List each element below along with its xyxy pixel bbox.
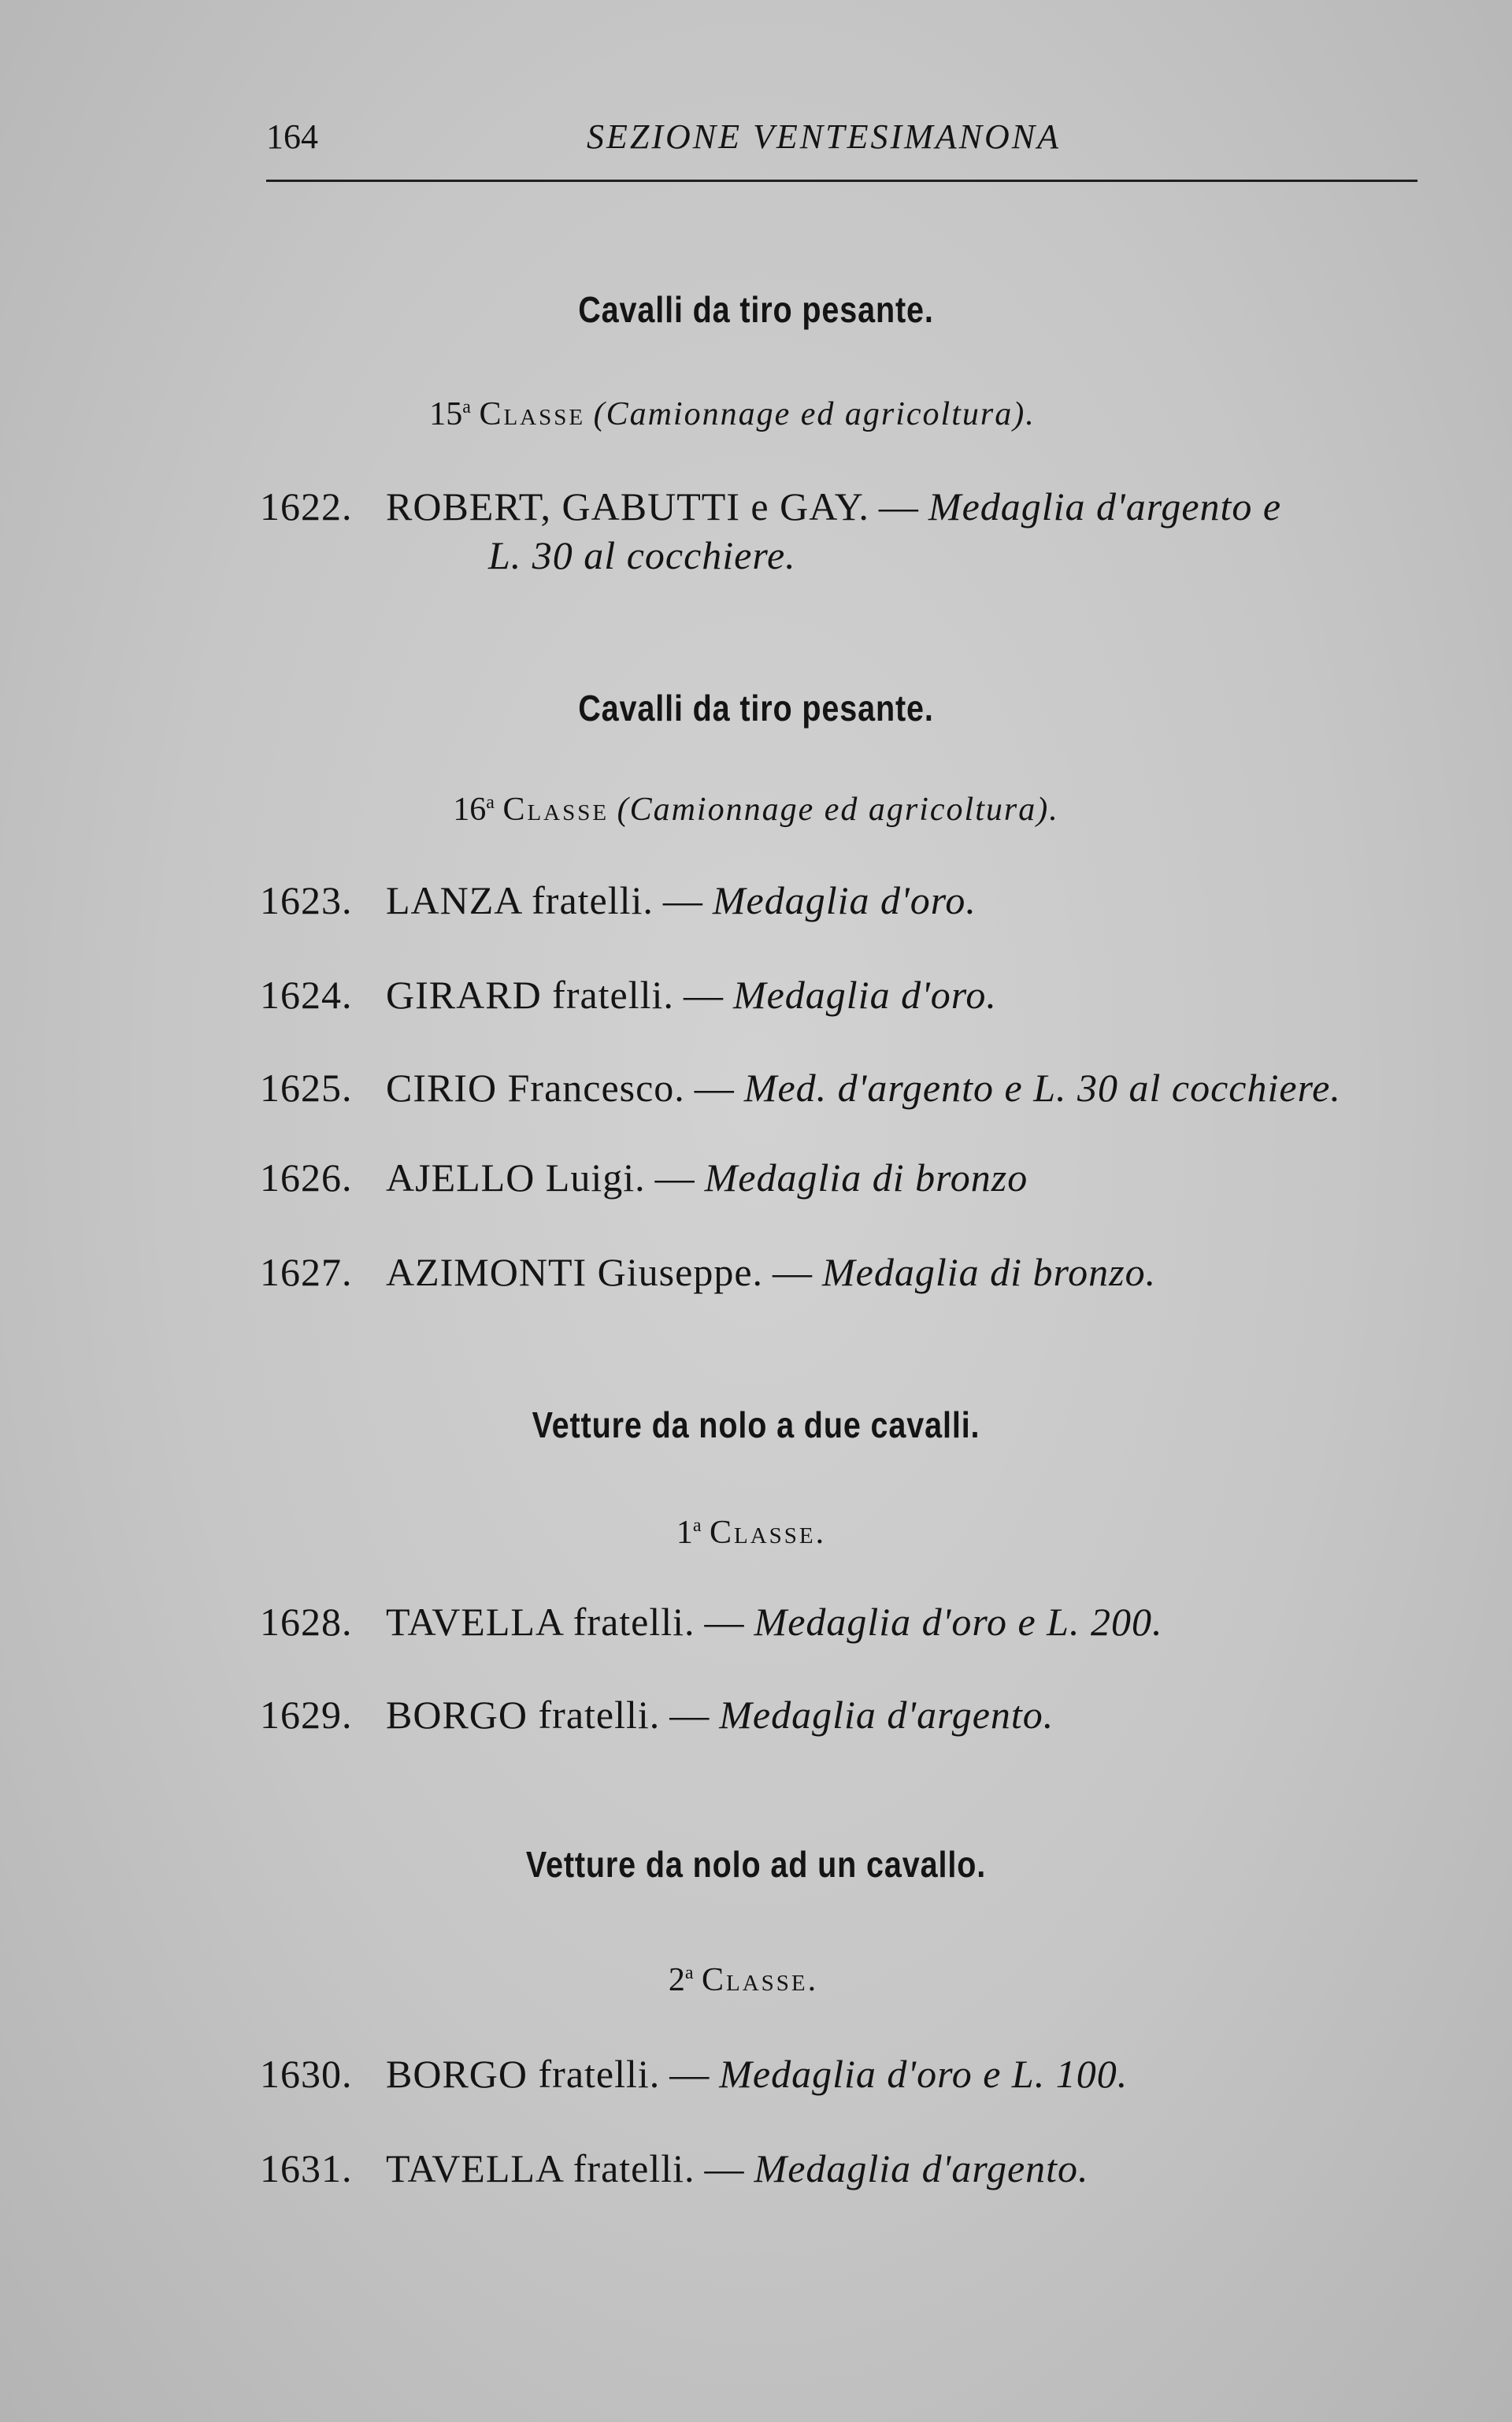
award-entry: 1624. GIRARD fratelli. — Medaglia d'oro. [260, 973, 997, 1017]
section-heading: Vetture da nolo ad un cavallo. [525, 1844, 987, 1885]
award-entry: 1630. BORGO fratelli. — Medaglia d'oro e L. 100. [260, 2052, 1128, 2096]
award-entry: 1626. AJELLO Luigi. — Medaglia di bronzo [260, 1155, 1028, 1200]
award-entry: 1628. TAVELLA fratelli. — Medaglia d'oro e L. 200. [260, 1600, 1163, 1644]
section-heading: Vetture da nolo a due cavalli. [532, 1404, 980, 1445]
award-entry: 1625. CIRIO Francesco. — Med. d'argento e L. 30 al cocchiere. [260, 1066, 1341, 1110]
section-heading: Cavalli da tiro pesante. [578, 289, 934, 330]
class-line: 15$^a$ Classe (Camionnage ed agricoltura). [429, 396, 1036, 432]
award-entry: 1631. TAVELLA fratelli. — Medaglia d'argento. [260, 2146, 1089, 2190]
class-line: 16$^a$ Classe (Camionnage ed agricoltura). [453, 792, 1059, 828]
award-entry: 1629. BORGO fratelli. — Medaglia d'argento. [260, 1693, 1054, 1737]
award-entry-continuation: L. 30 al cocchiere. [488, 533, 796, 577]
award-entry: 1627. AZIMONTI Giuseppe. — Medaglia di bronzo. [260, 1250, 1157, 1294]
running-header: SEZIONE VENTESIMANONA [587, 117, 1061, 156]
class-line: 1$^a$ Classe. [676, 1515, 827, 1551]
class-line: 2$^a$ Classe. [668, 1962, 819, 1998]
page-number: 164 [266, 117, 318, 156]
section-heading: Cavalli da tiro pesante. [578, 688, 934, 729]
header-rule [266, 180, 1418, 182]
award-entry: 1623. LANZA fratelli. — Medaglia d'oro. [260, 878, 976, 922]
award-entry: 1622. ROBERT, GABUTTI e GAY. — Medaglia d'argento e [260, 484, 1282, 529]
